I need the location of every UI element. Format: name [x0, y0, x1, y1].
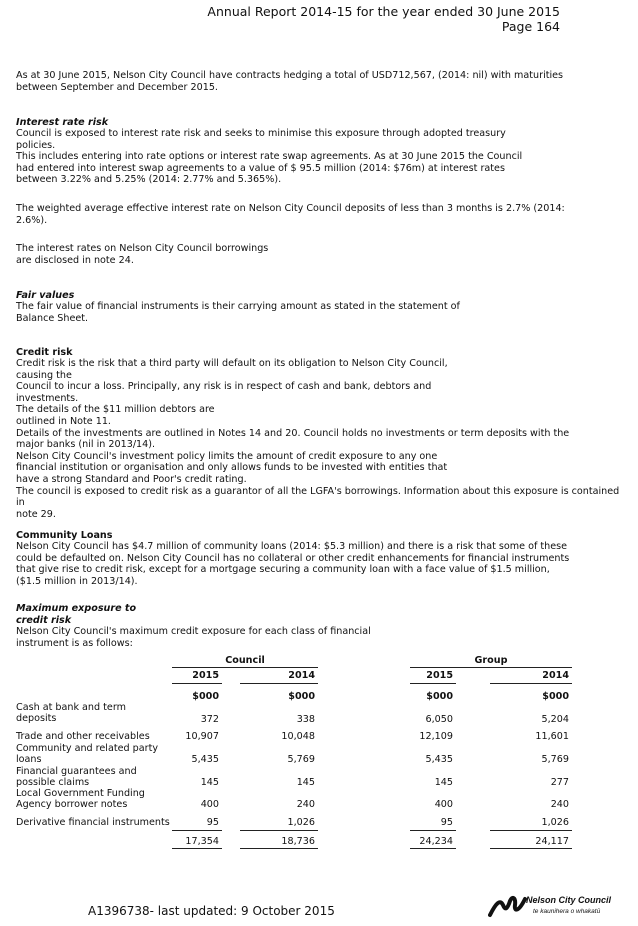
table-group-group: Group — [474, 655, 508, 666]
credit-risk-heading: Credit risk — [16, 347, 73, 358]
row-label: Financial guarantees and possible claims — [16, 766, 137, 789]
max-exposure-intro: Nelson City Council's maximum credit exposure for each class of financial instrument is as follows: — [16, 626, 371, 649]
fair-values-heading: Fair values — [16, 290, 75, 301]
max-exposure-heading: Maximum exposure to credit risk — [16, 603, 137, 626]
table-cell: 400 — [200, 799, 219, 810]
council-logo-mark-icon — [488, 893, 528, 919]
table-cell: 1,026 — [541, 817, 569, 828]
year-rule — [490, 683, 572, 684]
table-cell: 5,435 — [425, 754, 453, 765]
table-cell: 10,907 — [185, 731, 219, 742]
page-number: Page 164 — [501, 19, 560, 34]
row-label: Local Government Funding Agency borrower notes — [16, 788, 145, 811]
table-cell: 145 — [296, 777, 315, 788]
subtotal-rule — [410, 830, 456, 831]
community-loans-body: Nelson City Council has $4.7 million of community loans (2014: $5.3 million) and there is a risk that some of these could be defaulted on. Nelson City Council has no collateral or other credit enhancements for financial instruments that give rise to credit risk, except for a mortgage securing a community loan with a face value of $1.5 million, ($1.5 million in 2013/14). — [16, 541, 570, 587]
table-cell: 10,048 — [281, 731, 315, 742]
row-label: Cash at bank and term deposits — [16, 702, 126, 725]
total-rule — [410, 848, 456, 849]
year-rule — [172, 683, 222, 684]
unit-header: $000 — [426, 691, 453, 702]
year-rule — [410, 683, 456, 684]
total-rule — [172, 848, 222, 849]
logo-subtitle: te kaunihera o whakatū — [533, 908, 601, 915]
table-cell: 95 — [206, 817, 219, 828]
document-reference: A1396738- last updated: 9 October 2015 — [88, 904, 335, 918]
unit-header: $000 — [542, 691, 569, 702]
year-header: 2014 — [288, 670, 315, 681]
logo-title: Nelson City Council — [526, 895, 612, 905]
community-loans-heading: Community Loans — [16, 530, 113, 541]
weighted-rate-paragraph: The weighted average effective interest rate on Nelson City Council deposits of less than 3 months is 2.7% (2014: 2.6%). — [16, 203, 565, 226]
subtotal-rule — [490, 830, 572, 831]
council-header-rule — [172, 667, 318, 668]
table-cell: 372 — [200, 714, 219, 725]
total-rule — [490, 848, 572, 849]
unit-header: $000 — [288, 691, 315, 702]
table-cell: 5,204 — [541, 714, 569, 725]
table-cell: 400 — [434, 799, 453, 810]
table-cell: 95 — [440, 817, 453, 828]
table-cell: 5,435 — [191, 754, 219, 765]
table-cell: 277 — [550, 777, 569, 788]
total-cell: 18,736 — [281, 836, 315, 847]
subtotal-rule — [240, 830, 318, 831]
table-cell: 338 — [296, 714, 315, 725]
row-label: Community and related party loans — [16, 743, 159, 766]
unit-header: $000 — [192, 691, 219, 702]
total-cell: 17,354 — [185, 836, 219, 847]
interest-rate-risk-heading: Interest rate risk — [16, 117, 109, 128]
borrowings-paragraph: The interest rates on Nelson City Council borrowings are disclosed in note 24. — [16, 243, 269, 266]
fair-values-body: The fair value of financial instruments is their carrying amount as stated in the statement of Balance Sheet. — [16, 301, 460, 324]
table-cell: 145 — [434, 777, 453, 788]
hedging-paragraph: As at 30 June 2015, Nelson City Council have contracts hedging a total of USD712,567, (2014: nil) with maturities between September and December 2015. — [16, 70, 564, 93]
table-cell: 6,050 — [425, 714, 453, 725]
table-cell: 145 — [200, 777, 219, 788]
row-label: Derivative financial instruments — [16, 817, 170, 828]
table-cell: 240 — [296, 799, 315, 810]
table-cell: 5,769 — [541, 754, 569, 765]
council-logo — [488, 893, 628, 919]
year-header: 2015 — [426, 670, 453, 681]
year-rule — [240, 683, 318, 684]
total-rule — [240, 848, 318, 849]
row-label: Trade and other receivables — [16, 731, 150, 742]
group-header-rule — [410, 667, 572, 668]
interest-rate-risk-body: Council is exposed to interest rate risk and seeks to minimise this exposure through adopted treasury policies. This includes entering into rate options or interest rate swap agreements. As at 30 June 2015 the Council had entered into interest swap agreements to a value of $ 95.5 million (2014: $76m) at interest rates between 3.22% and 5.25% (2014: 2.77% and 5.365%). — [16, 128, 523, 186]
table-cell: 1,026 — [287, 817, 315, 828]
year-header: 2014 — [542, 670, 569, 681]
table-cell: 5,769 — [287, 754, 315, 765]
total-cell: 24,117 — [535, 836, 569, 847]
subtotal-rule — [172, 830, 222, 831]
table-group-council: Council — [225, 655, 265, 666]
credit-risk-body: Credit risk is the risk that a third party will default on its obligation to Nelson City Council, causing the Council to incur a loss. Principally, any risk is in respect of cash and bank, debtors and investments. The details of the $11 million debtors are outlined in Note 11. Details of the investments are outlined in Notes 14 and 20. Council holds no investments or term deposits with the major banks (nil in 2013/14). Nelson City Council's investment policy limits the amount of credit exposure to any one financial institution or organisation and only allows funds to be invested with entities that have a strong Standard and Poor's credit rating. The council is exposed to credit risk as a guarantor of all the LGFA's borrowings. Information about this exposure is contained in note 29. — [16, 358, 620, 520]
table-cell: 11,601 — [535, 731, 569, 742]
year-header: 2015 — [192, 670, 219, 681]
table-cell: 240 — [550, 799, 569, 810]
table-cell: 12,109 — [419, 731, 453, 742]
total-cell: 24,234 — [419, 836, 453, 847]
report-title: Annual Report 2014-15 for the year ended 30 June 2015 — [207, 4, 560, 19]
